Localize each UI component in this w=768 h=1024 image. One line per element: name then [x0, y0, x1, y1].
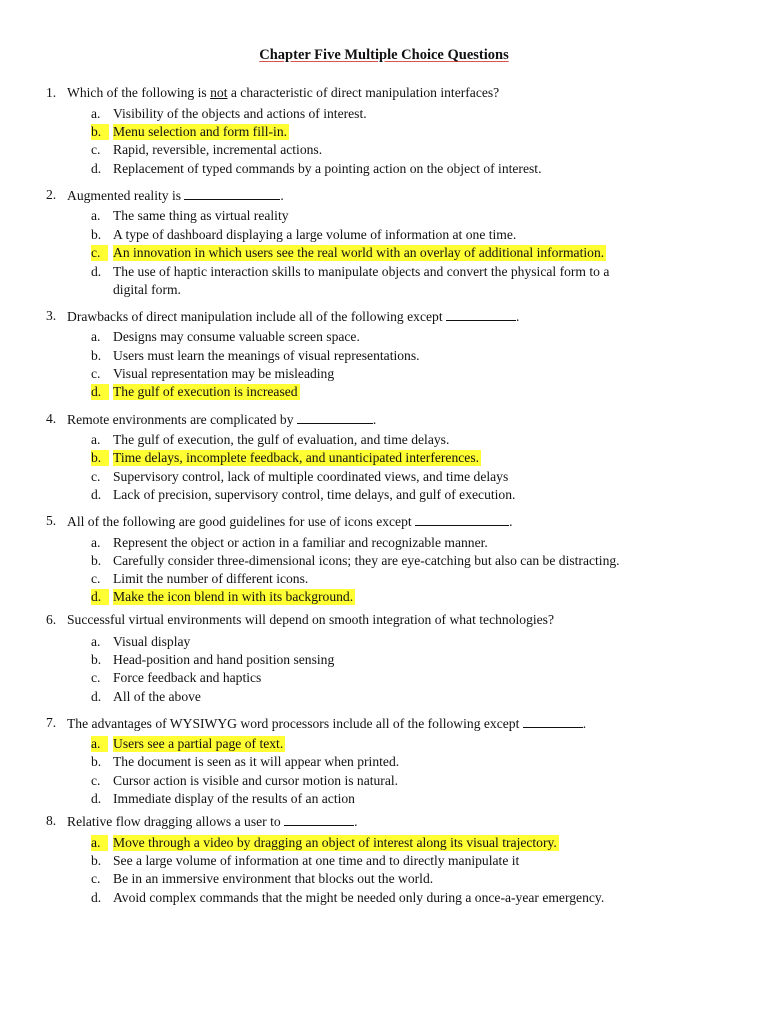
document-page: Chapter Five Multiple Choice Questions 1. Which of the following is not a characteristic of direct manipulation interfaces? a. Visibility of the objects and actions of interest. b. Menu selection and form fill-in. c. Rapid, reversible, incremental actions. d. Replacement of typed commands by a pointing action on the object of interest. 2. Augmented reality is . a. The same thing as virtual reality b. A type of dashboard displaying a large volume of information at one time. c. An innovation in which users see the real world with an overlay of additional information. d. The use of haptic interaction skills to manipulate objects and convert the physical form to a digital form. 3. Drawbacks of direct manipulation include all of the following except . a. Designs may consume valuable screen space. b. Users must learn the meanings of visual representations. c. Visual representation may be misleading d. The gulf of execution is increased 4. Remote environments are complicated by . a. The gulf of execution, the gulf of evaluation, and time delays. b. Time delays, incomplete feedback, and unanticipated interferences. c. Supervisory control, lack of multiple coordinated views, and time delays d. Lack of precision, supervisory control, time delays, and gulf of execution. 5. All of the following are good guidelines for use of icons except . a. Represent the object or action in a familiar and recognizable manner. b. Carefully consider three-dimensional icons; they are eye-catching but also can be distracting. c. Limit the number of different icons. d. Make the icon blend in with its background. 6. Successful virtual environments will depend on smooth integration of what technologies? a. Visual display b. Head-position and hand position sensing c. Force feedback and haptics d. All of the above 7. The advantages of WYSIWYG word processors include all of the following except . a. Users see a partial page of text. b. The document is seen as it will appear when printed. c. Cursor action is visible and cursor motion is natural. d. Immediate display of the results of an action 8. Relative flow dragging allows a user to . a. Move through a video by dragging an object of interest along its visual trajectory. b. See a large volume of information at one time and to directly manipulate it c. Be in an immersive environment that blocks out the world. d. Avoid complex commands that the might be needed only during a once-a-year emergency. — [0, 0, 768, 1024]
answer-blank — [184, 187, 280, 200]
answer-blank — [284, 813, 354, 826]
answer-blank — [446, 308, 516, 321]
answer-blank — [523, 715, 583, 728]
answer-blank — [297, 411, 373, 424]
answer-blank — [415, 513, 509, 526]
page-title: Chapter Five Multiple Choice Questions — [259, 47, 509, 63]
underlined-word: not — [210, 85, 228, 100]
